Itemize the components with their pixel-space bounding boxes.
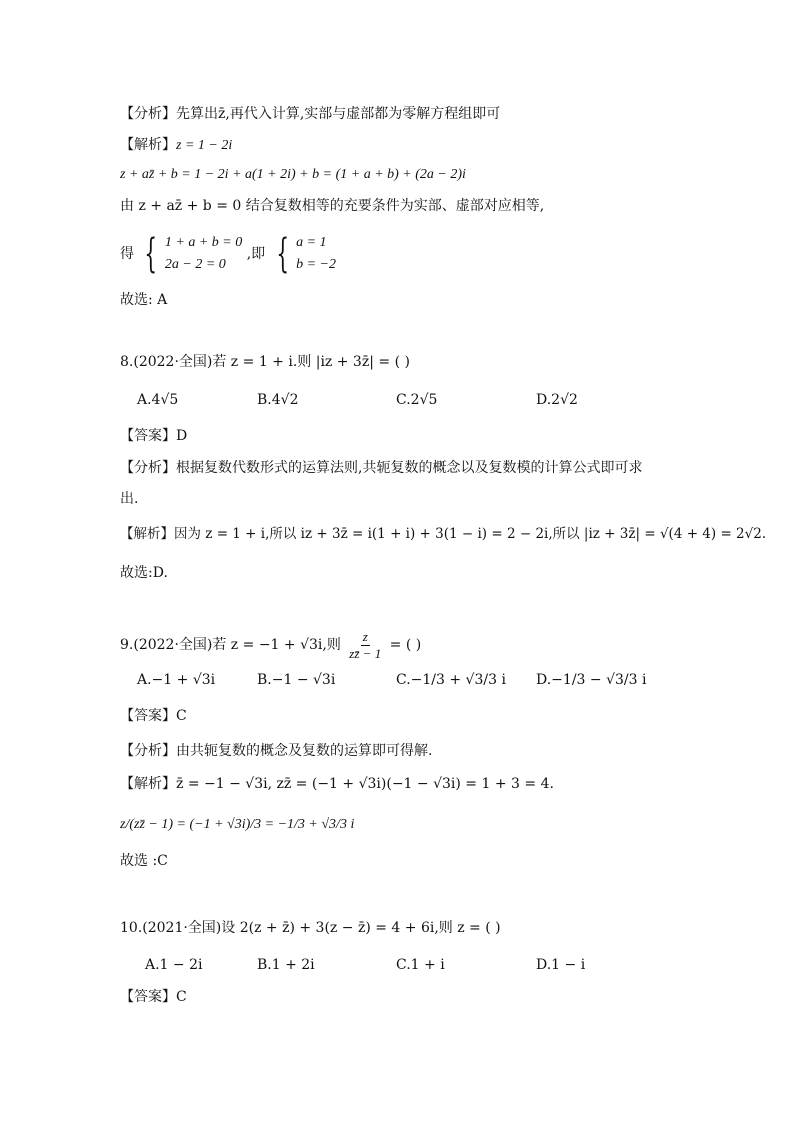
q7-analysis: 【分析】先算出z̄,再代入计算,实部与虚部都为零解方程组即可	[120, 106, 501, 122]
q8-analysis-line2: 出.	[120, 491, 139, 507]
q9-stem	[120, 627, 421, 663]
q9-option-d: D.−1/3 − √3/3 i	[536, 672, 647, 688]
q8-option-c: C.2√5	[396, 392, 438, 408]
q7-jiexi-label: 【解析】	[120, 137, 176, 153]
q7-ji: ,即	[246, 246, 266, 262]
q7-expansion: z + az̄ + b = 1 − 2i + a(1 + 2i) + b = (1 + a + b) + (2a − 2)i	[120, 167, 466, 182]
q9-stem-frac-num: z	[362, 628, 368, 644]
q9-calc: z/(zz̄ − 1) = (−1 + √3i)/3 = −1/3 + √3/3 i	[120, 817, 355, 832]
q8-option-d: D.2√2	[536, 392, 578, 408]
q10-option-b: B.1 + 2i	[257, 957, 315, 973]
q8-analysis-line1: 【分析】根据复数代数形式的运算法则,共轭复数的概念以及复数模的计算公式即可求	[120, 460, 643, 476]
q9-answer: 【答案】C	[120, 708, 187, 724]
q10-option-d: D.1 − i	[536, 957, 586, 973]
q7-system-2: { a = 1 b = −2	[275, 231, 336, 277]
q9-stem-pre: 9.(2022·全国)若 z = −1 + √3i,则	[120, 637, 341, 653]
q7-condition: 由 z + az̄ + b = 0 结合复数相等的充要条件为实部、虚部对应相等,	[120, 198, 545, 214]
q9-analysis: 【分析】由共轭复数的概念及复数的运算即可得解.	[120, 743, 433, 759]
q7-jiexi	[120, 135, 232, 156]
q7-de: 得	[120, 246, 134, 262]
q10-answer: 【答案】C	[120, 989, 187, 1005]
q8-option-b: B.4√2	[257, 392, 299, 408]
q7-sys2-row2: b = −2	[296, 257, 336, 272]
q8-answer: 【答案】D	[120, 428, 188, 444]
q9-jiexi: 【解析】z̄ = −1 − √3i, zz̄ = (−1 + √3i)(−1 − √3i) = 1 + 3 = 4.	[120, 776, 554, 792]
q9-stem-fraction	[347, 629, 383, 662]
q9-stem-frac-den: zz̄ − 1	[349, 645, 382, 661]
q10-option-c: C.1 + i	[396, 957, 445, 973]
q10-option-a: A.1 − 2i	[145, 957, 203, 973]
q7-answer: 故选: A	[120, 292, 168, 308]
q7-jiexi-expr: z = 1 − 2i	[176, 138, 233, 153]
q8-stem: 8.(2022·全国)若 z = 1 + i.则 |iz + 3z̄| = ( )	[120, 354, 410, 370]
q7-sys1-row1: 1 + a + b = 0	[164, 235, 243, 250]
q9-option-b: B.−1 − √3i	[257, 672, 336, 688]
q8-jiexi: 【解析】因为 z = 1 + i,所以 iz + 3z̄ = i(1 + i) + 3(1 − i) = 2 − 2i,所以 |iz + 3z̄| = √(4 + 4) = 2√2.	[120, 526, 767, 542]
q8-option-a: A.4√5	[137, 392, 179, 408]
q8-final: 故选:D.	[120, 565, 168, 581]
q9-option-a: A.−1 + √3i	[137, 672, 216, 688]
q9-final: 故选 :C	[120, 853, 168, 869]
q7-sys1-row2: 2a − 2 = 0	[164, 257, 226, 272]
q7-system-line	[120, 232, 336, 276]
q10-stem: 10.(2021·全国)设 2(z + z̄) + 3(z − z̄) = 4 + 6i,则 z = ( )	[120, 920, 501, 936]
q9-option-c: C.−1/3 + √3/3 i	[396, 672, 506, 688]
q7-system-1: { 1 + a + b = 0 2a − 2 = 0	[144, 231, 243, 277]
q7-sys2-row1: a = 1	[296, 235, 327, 250]
q9-stem-post: = ( )	[389, 637, 422, 653]
